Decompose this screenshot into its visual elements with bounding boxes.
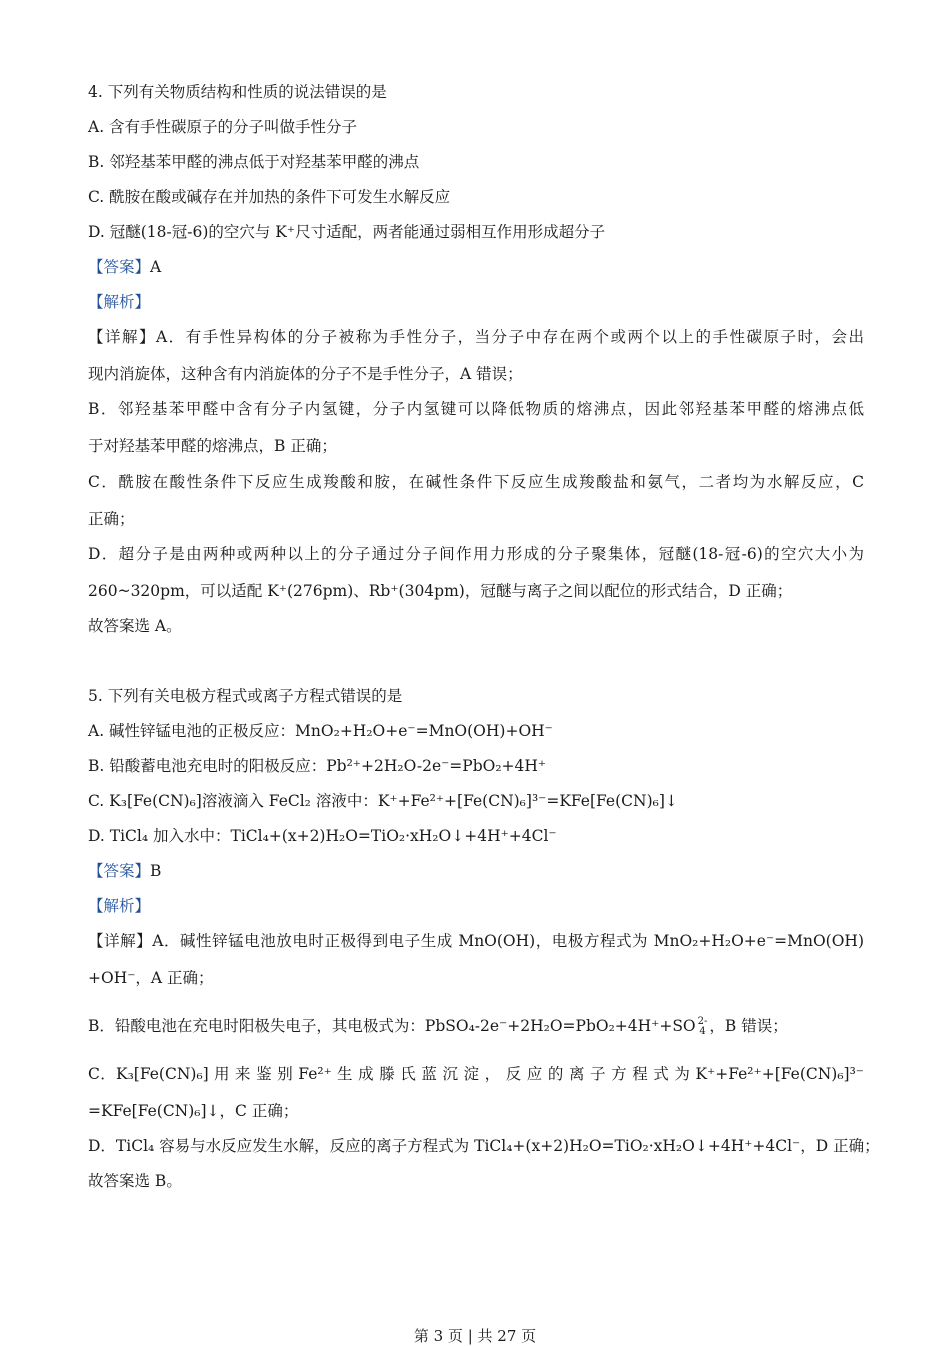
q5-answer-line — [88, 861, 161, 881]
q5-stem: 5. 下列有关电极方程式或离子方程式错误的是 — [88, 687, 403, 705]
page-footer: 第 3 页 | 共 27 页 — [413, 1327, 537, 1345]
q4-detail-a-line2: 现内消旋体，这种含有内消旋体的分子不是手性分子，A 错误； — [88, 365, 523, 383]
q4-detail-a-line1: 【详解】A．有手性异构体的分子被称为手性分子，当分子中存在两个或两个以上的手性碳原子时，会出 — [88, 328, 864, 346]
q4-conclusion: 故答案选 A。 — [88, 617, 182, 635]
q5-option-c: C. K₃[Fe(CN)₆]溶液滴入 FeCl₂ 溶液中：K⁺+Fe²⁺+[Fe(CN)₆]³⁻=KFe[Fe(CN)₆]↓ — [88, 792, 678, 810]
q5-detail-a-line1: 【详解】A．碱性锌锰电池放电时正极得到电子生成 MnO(OH)，电极方程式为 MnO₂+H₂O+e⁻=MnO(OH) — [88, 932, 864, 950]
q4-analysis-tag: 【解析】 — [88, 293, 151, 311]
q5-option-a: A. 碱性锌锰电池的正极反应：MnO₂+H₂O+e⁻=MnO(OH)+OH⁻ — [88, 722, 553, 740]
q4-detail-c-line2: 正确； — [88, 510, 135, 528]
q5-analysis-tag: 【解析】 — [88, 897, 151, 915]
q5-detail-d-line1: D．TiCl₄ 容易与水反应发生水解，反应的离子方程式为 TiCl₄+(x+2)H₂O=TiO₂·xH₂O↓+4H⁺+4Cl⁻，D 正确； — [88, 1137, 880, 1155]
answer-tag: 【答案】 — [88, 258, 151, 276]
q4-detail-d-line1: D．超分子是由两种或两种以上的分子通过分子间作用力形成的分子聚集体，冠醚(18-冠-6)的空穴大小为 — [88, 545, 864, 563]
q5-detail-c-line2: =KFe[Fe(CN)₆]↓，C 正确； — [88, 1102, 299, 1120]
q4-option-c: C. 酰胺在酸或碱存在并加热的条件下可发生水解反应 — [88, 188, 451, 206]
q4-detail-b-line2: 于对羟基苯甲醛的熔沸点，B 正确； — [88, 437, 337, 455]
sulfate-subscript: 4 — [699, 1026, 706, 1037]
sulfate-charge: 2- — [697, 1016, 708, 1027]
q5-detail-b-text: B．铅酸电池在充电时阳极失电子，其电极式为：PbSO₄-2e⁻+2H₂O=PbO₂+4H⁺+SO — [88, 1017, 696, 1035]
q4-detail-c-line1: C．酰胺在酸性条件下反应生成羧酸和胺，在碱性条件下反应生成羧酸盐和氨气，二者均为水解反应，C — [88, 473, 864, 491]
q5-option-b: B. 铅酸蓄电池充电时的阳极反应：Pb²⁺+2H₂O-2e⁻=PbO₂+4H⁺ — [88, 757, 547, 775]
q5-conclusion: 故答案选 B。 — [88, 1172, 182, 1190]
q4-option-d: D. 冠醚(18-冠-6)的空穴与 K⁺尺寸适配，两者能通过弱相互作用形成超分子 — [88, 223, 606, 241]
q5-detail-b-end: ，B 错误； — [709, 1017, 788, 1035]
q4-option-a: A. 含有手性碳原子的分子叫做手性分子 — [88, 118, 358, 136]
sulfate-ion-notation — [698, 1017, 708, 1037]
q4-detail-d-line2: 260~320pm，可以适配 K⁺(276pm)、Rb⁺(304pm)，冠醚与离子之间以配位的形式结合，D 正确； — [88, 582, 793, 600]
q5-detail-c-line1: C．K₃[Fe(CN)₆] 用 来 鉴 别 Fe²⁺ 生 成 滕 氏 蓝 沉 淀 ， 反 应 的 离 子 方 程 式 为 K⁺+Fe²⁺+[Fe(CN)₆]³⁻ — [88, 1065, 864, 1083]
q4-answer: A — [150, 258, 162, 276]
q5-detail-a-line2: +OH⁻，A 正确； — [88, 969, 214, 987]
q4-detail-b-line1: B．邻羟基苯甲醛中含有分子内氢键，分子内氢键可以降低物质的熔沸点，因此邻羟基苯甲醛的熔沸点低 — [88, 400, 864, 418]
q5-detail-b-line1 — [88, 1016, 788, 1037]
q4-option-b: B. 邻羟基苯甲醛的沸点低于对羟基苯甲醛的沸点 — [88, 153, 420, 171]
q5-option-d: D. TiCl₄ 加入水中：TiCl₄+(x+2)H₂O=TiO₂·xH₂O↓+4H⁺+4Cl⁻ — [88, 827, 557, 845]
q4-stem: 4. 下列有关物质结构和性质的说法错误的是 — [88, 83, 387, 101]
q4-answer-line — [88, 257, 161, 277]
answer-tag: 【答案】 — [88, 862, 151, 880]
q5-answer: B — [150, 862, 162, 880]
